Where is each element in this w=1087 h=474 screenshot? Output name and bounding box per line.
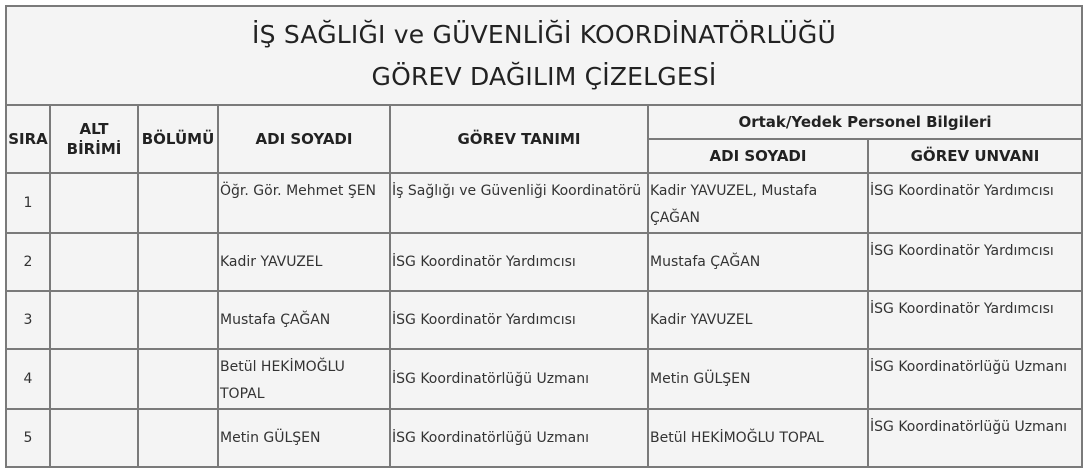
task-distribution-table bbox=[5, 5, 1083, 468]
cell-adi-soyadi: Betül HEKİMOĞLU TOPAL bbox=[218, 349, 390, 409]
cell-sira: 3 bbox=[6, 291, 50, 349]
cell-ortak-adi: Metin GÜLŞEN bbox=[648, 349, 868, 409]
header-adi-soyadi: ADI SOYADI bbox=[218, 105, 390, 173]
header-alt-birimi bbox=[50, 105, 138, 173]
table-row bbox=[6, 349, 1082, 409]
cell-bolumu bbox=[138, 409, 218, 467]
cell-sira: 4 bbox=[6, 349, 50, 409]
header-row-1 bbox=[6, 105, 1082, 139]
title-line-2: GÖREV DAĞILIM ÇİZELGESİ bbox=[371, 61, 717, 91]
header-alt-birimi-line-1: ALT bbox=[79, 120, 109, 138]
cell-adi-soyadi: Öğr. Gör. Mehmet ŞEN bbox=[218, 173, 390, 233]
cell-bolumu bbox=[138, 349, 218, 409]
table-row bbox=[6, 233, 1082, 291]
table-row bbox=[6, 173, 1082, 233]
cell-sira: 2 bbox=[6, 233, 50, 291]
cell-ortak-unvan: İSG Koordinatör Yardımcısı bbox=[868, 173, 1082, 233]
cell-gorev-tanimi: İSG Koordinatör Yardımcısı bbox=[390, 291, 648, 349]
title-line-1: İŞ SAĞLIĞI ve GÜVENLİĞİ KOORDİNATÖRLÜĞÜ bbox=[252, 19, 836, 49]
cell-alt-birimi bbox=[50, 173, 138, 233]
cell-sira: 5 bbox=[6, 409, 50, 467]
cell-ortak-unvan: İSG Koordinatör Yardımcısı bbox=[868, 233, 1082, 291]
cell-adi-soyadi: Kadir YAVUZEL bbox=[218, 233, 390, 291]
header-sira: SIRA bbox=[6, 105, 50, 173]
cell-ortak-adi: Kadir YAVUZEL bbox=[648, 291, 868, 349]
cell-ortak-adi: Kadir YAVUZEL, Mustafa ÇAĞAN bbox=[648, 173, 868, 233]
cell-alt-birimi bbox=[50, 349, 138, 409]
cell-gorev-tanimi: İSG Koordinatörlüğü Uzmanı bbox=[390, 409, 648, 467]
header-alt-birimi-line-2: BİRİMİ bbox=[66, 140, 122, 158]
cell-adi-soyadi: Mustafa ÇAĞAN bbox=[218, 291, 390, 349]
cell-bolumu bbox=[138, 173, 218, 233]
header-ortak-gorev-unvani: GÖREV UNVANI bbox=[868, 139, 1082, 173]
table-row bbox=[6, 291, 1082, 349]
cell-bolumu bbox=[138, 233, 218, 291]
header-bolumu: BÖLÜMÜ bbox=[138, 105, 218, 173]
cell-gorev-tanimi: İSG Koordinatör Yardımcısı bbox=[390, 233, 648, 291]
cell-ortak-unvan: İSG Koordinatörlüğü Uzmanı bbox=[868, 349, 1082, 409]
cell-gorev-tanimi: İş Sağlığı ve Güvenliği Koordinatörü bbox=[390, 173, 648, 233]
task-distribution-table-container bbox=[5, 5, 1081, 468]
cell-adi-soyadi: Metin GÜLŞEN bbox=[218, 409, 390, 467]
cell-alt-birimi bbox=[50, 233, 138, 291]
table-row bbox=[6, 409, 1082, 467]
cell-sira: 1 bbox=[6, 173, 50, 233]
cell-ortak-adi: Betül HEKİMOĞLU TOPAL bbox=[648, 409, 868, 467]
title-row bbox=[6, 6, 1082, 105]
cell-ortak-unvan: İSG Koordinatörlüğü Uzmanı bbox=[868, 409, 1082, 467]
cell-alt-birimi bbox=[50, 409, 138, 467]
cell-gorev-tanimi: İSG Koordinatörlüğü Uzmanı bbox=[390, 349, 648, 409]
page-title bbox=[6, 6, 1082, 105]
header-ortak-yedek-group: Ortak/Yedek Personel Bilgileri bbox=[648, 105, 1082, 139]
header-ortak-adi-soyadi: ADI SOYADI bbox=[648, 139, 868, 173]
cell-ortak-unvan: İSG Koordinatör Yardımcısı bbox=[868, 291, 1082, 349]
header-gorev-tanimi: GÖREV TANIMI bbox=[390, 105, 648, 173]
cell-alt-birimi bbox=[50, 291, 138, 349]
cell-bolumu bbox=[138, 291, 218, 349]
cell-ortak-adi: Mustafa ÇAĞAN bbox=[648, 233, 868, 291]
